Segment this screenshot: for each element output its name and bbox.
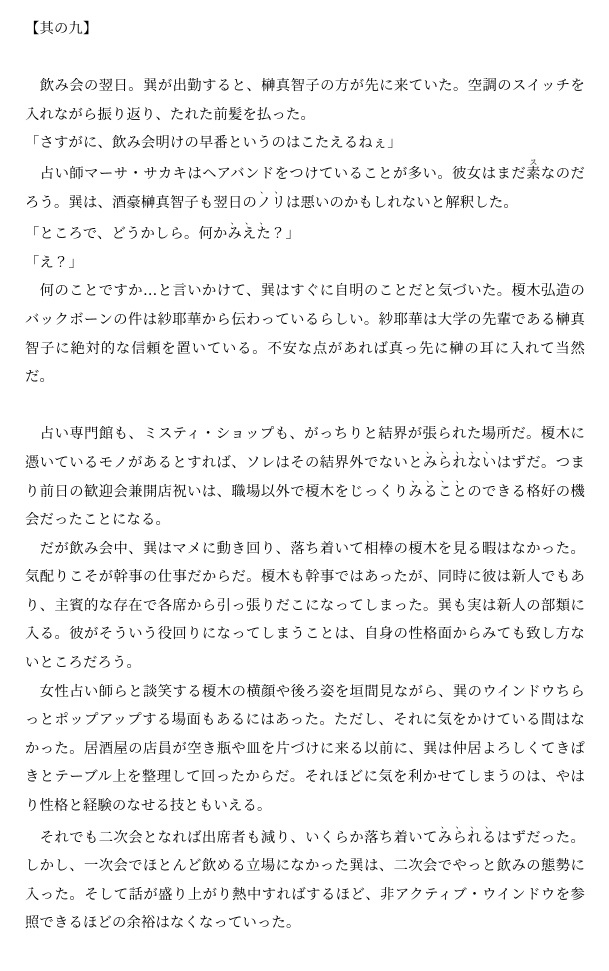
emphasized-text: れ、 xyxy=(467,820,483,846)
ruby-annotated-text: 素ス xyxy=(526,157,541,182)
emphasized-text: る、 xyxy=(482,820,497,846)
paragraph: 「さすがに、飲み会明けの早番というのはこたえるねぇ」 xyxy=(25,135,402,152)
emphasized-text: こ、 xyxy=(437,474,453,500)
emphasized-text: え、 xyxy=(242,217,257,243)
chapter-heading: 【其の九】 xyxy=(25,21,98,37)
paragraph: それでも二次会となれば出席者も減り、いくらか落ち着いてみ、ら、れ、る、はずだった。しかし、一次会でほとんど飲める立場になかった巽は、二次会でやっと飲みの態勢に入った。そして話が盛り上がり熱中すればするほど、非アクティブ・ウインドウを参照できるほどの余裕はなくなっていった。 xyxy=(25,820,586,932)
emphasized-text: た、 xyxy=(256,217,272,243)
emphasized-text: い、 xyxy=(482,445,497,471)
document-body xyxy=(25,72,585,938)
emphasized-text: ら、 xyxy=(437,445,453,471)
paragraph: 「ところで、どうかしら。何かみ、え、た、？」 xyxy=(25,217,301,243)
emphasized-text: み、 xyxy=(423,445,438,471)
emphasized-text: み、 xyxy=(227,217,243,243)
emphasized-text: リ、 xyxy=(271,185,286,211)
emphasized-text: れ、 xyxy=(452,445,468,471)
emphasized-text: る、 xyxy=(423,474,438,500)
paragraph: 占い師マーサ・サカキはヘアバンドをつけていることが多い。彼女はまだ素スなのだろう。巽は、酒豪榊真智子も翌日のノ、リ、は悪いのかもしれないと解釈した。 xyxy=(25,157,586,211)
emphasized-text: ノ、 xyxy=(256,185,272,211)
paragraph: 「え？」 xyxy=(25,254,83,271)
paragraph: 飲み会の翌日。巽が出勤すると、榊真智子の方が先に来ていた。空調のスイッチを入れながら振り返り、たれた前髪を払った。 xyxy=(25,78,585,123)
emphasized-text: と、 xyxy=(452,474,468,500)
paragraph: 占い専門館も、ミスティ・ショップも、がっちりと結界が張られた場所だ。榎木に憑いているモノがあるとすれば、ソレはその結界外でないとみ、ら、れ、な、い、はずだ。つまり前日の歓迎会兼開店祝いは、職場以外で榎木をじっくりみ、る、こ、と、のできる格好の機会だったことになる。 xyxy=(25,426,586,529)
emphasized-text: み、 xyxy=(408,474,424,500)
emphasized-text: ら、 xyxy=(452,820,468,846)
emphasized-text: な、 xyxy=(467,445,483,471)
emphasized-text: み、 xyxy=(437,820,453,846)
paragraph: 女性占い師らと談笑する榎木の横顔や後ろ姿を垣間見ながら、巽のウインドウちらっとポップアップする場面もあるにはあった。ただし、それに気をかけている間はなかった。居酒屋の店員が空き瓶や皿を片づけに来る以前に、巽は仲居よろしくてきぱきとテーブル上を整理して回ったからだ。それほどに気を利かせてしまうのは、やはり性格と経験のなせる技ともいえる。 xyxy=(25,683,585,815)
paragraph: だが飲み会中、巽はマメに動き回り、落ち着いて相棒の榎木を見る暇はなかった。気配りこそが幹事の仕事だからだ。榎木も幹事ではあったが、同時に彼は新人でもあり、主賓的な存在で各席から引っ張りだこになってしまった。巽も実は新人の部類に入る。彼がそういう役回りになってしまうことは、自身の性格面からみても致し方ないところだろう。 xyxy=(25,540,585,672)
paragraph: 何のことですか…と言いかけて、巽はすぐに自明のことだと気づいた。榎木弘造のバックボーンの件は紗耶華から伝わっているらしい。紗耶華は大学の先輩である榊真智子に絶対的な信頼を置いている。不安な点があれば真っ先に榊の耳に入れて当然だ。 xyxy=(25,283,585,386)
